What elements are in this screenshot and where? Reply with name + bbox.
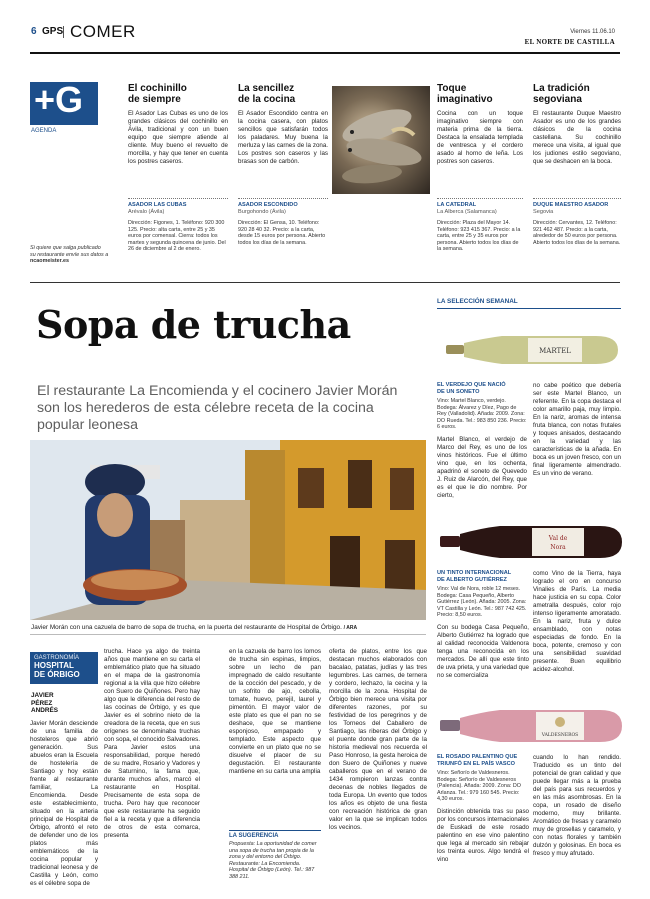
svg-text:Nora: Nora [550,544,566,551]
section-tag: GPS [42,26,64,37]
wine-3-text-right: cuando lo han rendido. Traducido es un tinto del potencial de gran calidad y que puede llegar más a la prueba del país para sus recuerdos y en las más asombrosas. En la copa, un rosado de diseño moderno, muy brillante. Aromático de fresas y caramelo muy de grosellas y caramelo, y con notas florales y también dulzón y golosinas. En boca es fresco y muy afrutado. [533,754,621,857]
wine-3-data: Vino: Señorío de Valdesneros. Bodega: Señorío de Valdesneros (Palencia). Añada: 2009. Zona: DO Arlanza. Tel.: 979 160 545. Precio: 4,30 euros. [437,770,521,803]
photo-caption-text: Javier Morán con una cazuela de barro de sopa de trucha, en la puerta del restaurante de Hospital de Órbigo. [31,624,342,631]
agenda-item-title: imaginativo [437,93,493,105]
section-title: COMER [70,22,136,41]
page-number: 6 [31,26,37,37]
agenda-item-title: Toque [437,83,467,94]
newspaper-name: EL NORTE DE CASTILLA [524,38,615,46]
wine-2 [437,570,529,584]
wine-2-title: UN TINTO INTERNACIONAL [437,570,512,576]
story-author [31,692,58,715]
suggestion-label: LA SUGERENCIA [229,833,279,839]
wine-3-title: EL ROSADO PALENTINO QUE [437,754,518,760]
fish-illustration [332,86,430,194]
agenda-item-3 [437,84,523,274]
svg-text:Val de: Val de [548,535,568,542]
agenda-note [30,245,120,265]
story-column-1: Javier Morán desciende de una familia de hosteleros que abrió generación. Sus abuelos eran la Escuela de hostelería de Santiago y hoy están frente al restaurante familiar, La Encomienda. Desde este establecimiento, situado en la arteria principal de Hospital de Órbigo, afrontó el reto de defender uno de los platos más emblemáticos de la cocina popular y tradicional leonesa y de Castilla y León, como es el célebre sopa de [30,720,98,887]
agenda-logo: +G [34,79,84,120]
agenda-item-2 [238,84,328,274]
agenda-item-body: El Asador Las Cubas es uno de los grandes clásicos del cochinillo en Ávila, tradicional y con un buen equipo que siempre atiende al cliente. Muy bueno el revuelto de morcilla, y hay que tener en cuenta los postres caseros. [128,110,228,165]
agenda-item-4 [533,84,621,274]
suggestion-text: Propuesta: La oportunidad de comer una sopa de trucha tan propia de la zona y del entorno del Órbigo. Restaurante: La Encomienda. Hospital de Órbigo (León). Tel.: 987 388 211. [229,841,317,880]
author-line: PÉREZ [31,699,53,707]
agenda-note-line: Si quiere que salga publicado [30,245,101,251]
suggestion-box [229,830,321,888]
agenda-bottom-rule [30,282,620,283]
street-scene [30,440,426,620]
agenda-item-title: de siempre [128,93,181,105]
wine-1-title: EL VERDEJO QUE NACIÓ [437,382,506,388]
agenda-item-title: La sencillez [238,83,295,94]
agenda-item-body: El restaurante Duque Maestro Asador es uno de los grandes clásicos de la cocina castellana. Su cochinillo merece una visita, al igual que los judiones estilo segoviano, que se deshacen en la boca. [533,110,621,165]
wine-1-data: Vino: Martel Blanco, verdejo. Bodega: Álvarez y Díez, Pago de Rey (Valladolid). Añada: 2009. Zona: DO Rueda. Tel.: 983 850 236. Precio: 6 euros. [437,398,527,431]
wine-bottle-rose [440,704,625,752]
photo-credit: / ARA [343,625,358,631]
header-divider [63,26,64,38]
main-title: Sopa de trucha [36,302,351,347]
main-subtitle: El restaurante La Encomienda y el cocinero Javier Morán son los herederos de esta célebre receta de la cocina popular leonesa [37,383,398,433]
agenda-note-line[interactable]: ncaomeister.es [30,258,69,265]
wine-section-label: LA SELECCIÓN SEMANAL [437,298,518,305]
story-kicker-place: HOSPITAL [34,661,74,670]
wine-1-text-left: Martel Blanco, el verdejo de Marco del Rey, es uno de los vinos históricos. Fue el último vino que, en los ochenta, apadrinó el soneto de Quevedo J. Ruiz de Alarcón, del Rey, que es el que le dio nombre. Por cierto, [437,436,527,499]
agenda-venue: ASADOR ESCONDIDO [238,202,298,208]
agenda-item-body: El Asador Escondido centra en la cocina casera, con platos sencillos que satisfarán todos los paladares. Muy buena la merluza y las carnes de la zona. Los postres son caseros y las brasas son de carbón. [238,110,328,165]
wine-2-text-right: como Vino de la Tierra, haya logrado el oro en concurso Vinalies de París. La media hace justicia en su copa. Color ametralla después, color rojo intenso ligeramente amoratado. En la nariz, fruta y dulce ensamblado, con notas especiadas de fondo. En la boca, potente, cremoso y con una sensibilidad suavidad presente. Buen equilibrio acidez-alcohol. [533,570,621,673]
page-header [0,0,650,60]
agenda-venue: ASADOR LAS CUBAS [128,202,187,208]
wine-3 [437,754,529,768]
agenda-logo-box [30,79,98,125]
agenda-item-title: El cochinillo [128,83,187,94]
photo-caption [31,624,426,631]
agenda-item-title: La tradición [533,83,590,94]
story-column-2: trucha. Hace ya algo de treinta años que mantiene en su carta el emblemático plato que ha situado en el mapa de la gastronomía regional a la villa que hizo célebre con Suero de Quiñones. Pero hay algo que le diferencia del resto de las cocinas de Órbigo, y es que Javier es el sobrino nieto de la creadora de la receta, que en sus orígenes se denominaba truchas con sopa, el conocido Salvadores. Para Javier estos una responsabilidad, porque heredó de su madre, Rosario y Vadores y de Saturnino, la fama que, durante muchos años, marcó el restaurante en Hospital. Precisamente de esta sopa de trucha. Pero hay que reconocer que este restaurante ha seguido fiel a la receta y que a diferencia de otros de esta comarca, presenta [104,648,200,839]
agenda-venue: DUQUE MAESTRO ASADOR [533,202,609,208]
svg-text:MARTEL: MARTEL [539,347,571,355]
agenda-venue: LA CATEDRAL [437,202,477,208]
agenda-item-title: segoviana [533,93,582,105]
agenda-label: AGENDA [31,128,57,134]
agenda-info: Dirección: Plaza del Mayor 14. Teléfono: 923 415 367. Precio: a la carta, entre 25 y 35 euros por persona. Abierto todos los días de la semana. [437,220,521,253]
story-column-3: en la cazuela de barro los lomos de trucha sin espinas, limpios, sobre un lecho de pan impregnado de caldo resultante de la cocción del pescado, y de un sofrito de ajo, cebolla, tomate, huevo, perejil, laurel y pimentón. El mayor valor de este plato es que el pan no se deshace, que se mantiene esponjoso, empapado y templado. Este aspecto que convierte en un plato que no se disuelve el placer de su degustación. El restaurante mantiene en su carta una amplia [229,648,321,775]
agenda-info: Dirección: Cervantes, 12. Teléfono: 921 462 487. Precio: a la carta, alrededor de 50 euros por persona. Abierto todos los días de la semana. [533,220,621,246]
story-kicker-box [30,652,98,684]
story-kicker-section: GASTRONOMÍA [34,655,80,661]
svg-text:VALDESNEROS: VALDESNEROS [541,733,579,738]
agenda-item-body: Cocina con un toque imaginativo siempre con materia prima de la tierra. Destaca la ensalada templada de ventresca y el cordero asado al horno de leña. Los postres son caseros. [437,110,523,165]
wine-1-text-right: no cabe poético que debería ser este Martel Blanco, un referente. En la copa destaca el color amarillo paja, muy limpio. En la nariz, aromas de intensa fruta blanca, con notas frutales y toques anisados, destacando en la variedad y las características de la añada. En boca es un joven fresco, con un final ligeramente almendrado. Es un vino de verano. [533,382,621,477]
author-line: ANDRÉS [31,707,58,714]
agenda-town: Segovia [533,209,554,215]
author-line: JAVIER [31,692,54,699]
wine-1-title: DE UN SONETO [437,389,480,395]
wine-3-text-left: Distinción obtenida tras su paso por los concursos internacionales de Euskadi de este rosado palentino en ese vino palentino que lega al mercado sin rebajar los treinta euros. Algo tendrá el vino [437,808,529,863]
wine-2-text-left: Con su bodega Casa Pequeño, Alberto Gutiérrez ha logrado que al calidad reconocida Valdenora tenga una reconocida en los mercados. De allí que este tinto de uva prieta, y una variedad que no se comercializa [437,624,529,679]
agenda-info: Dirección: Figones, 1. Teléfono: 920 300 125. Precio: alta carta, entre 25 y 35 euros por comensal. Cierra: todos los martes y segunda quincena de junio. Del 26 de diciembre al 2 de enero. [128,220,226,253]
agenda-item-title: de la cocina [238,93,296,105]
agenda-note-line: su restaurante envíe sus datos a [30,251,109,258]
story-column-4: oferta de platos, entre los que destacan muchos elaborados con bacalao, patatas, judías y las tres legumbres. Las carnes, de ternera y cordero, lechazo, la cecina y la morcilla de la zona. Hospital de Órbigo bien merece una visita por diferentes razones, por su festividad de los peregrinos y de los Torneos del Caballero de Santiago, las riberas del Órbigo y el puente donde gran parte de la historia medieval nos recuerda el Paso Honroso, la gesta heroica de don Suero de Quiñones y nueve caballeros que en el verano de 1434 rompieron lanzas contra decenas de nobles llegados de toda Europa. Un evento que todos los años es objeto de una fiesta con recreación histórica de gran valor en la que se implican todos los vecinos. [329,648,427,831]
issue-date: Viernes 11.06.10 [570,29,615,35]
fish-photo [332,86,430,194]
agenda-info: Dirección: El Gensa, 10. Teléfono: 920 28 40 32. Precio: a la carta, desde 15 euros por persona. Abierto todos los días de la semana. [238,220,326,246]
wine-2-title: DE ALBERTO GUTIÉRREZ [437,577,507,583]
main-photo [30,440,426,620]
wine-2-data: Vino: Val de Nora, roble 12 meses. Bodega: Casa Pequeño, Alberto Gutiérrez (León). Añada: 2005. Zona: VT Castilla y León. Tel.: 987 742 425. Precio: 8,50 euros. [437,586,527,619]
agenda-item-1 [128,84,228,274]
wine-section-rule [437,308,621,309]
agenda-town: Burgohondo (Ávila) [238,209,286,215]
wine-bottle-red [440,520,625,568]
story-kicker-place: DE ÓRBIGO [34,670,80,679]
agenda-town: Arévalo (Ávila) [128,209,165,215]
header-rule [30,52,620,54]
wine-bottle-white [446,330,621,374]
agenda-town: La Alberca (Salamanca) [437,209,497,215]
caption-rule [30,634,426,635]
wine-3-title: TRIUNFÓ EN EL PAÍS VASCO [437,761,516,767]
